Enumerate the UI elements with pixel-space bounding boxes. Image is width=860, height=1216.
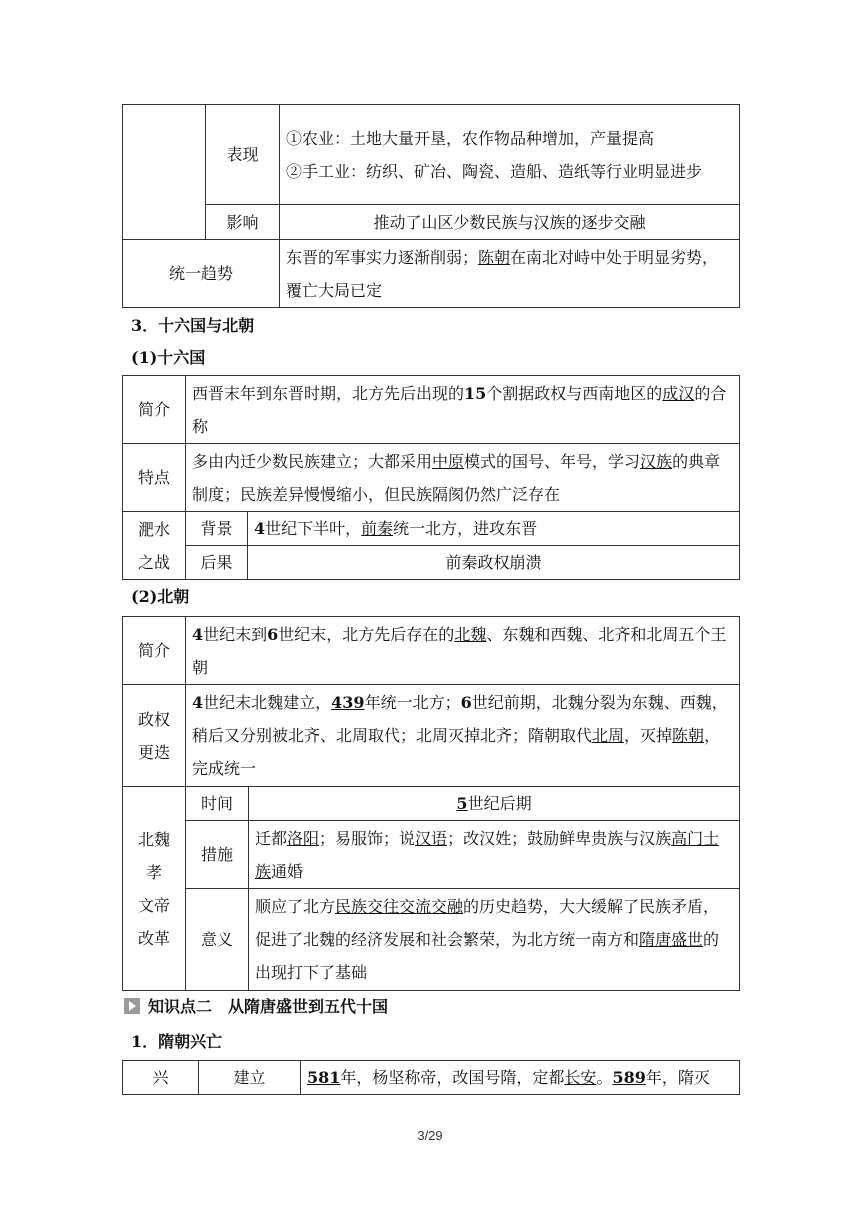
text: 。 — [596, 1068, 613, 1087]
label-jianjie: 简介 — [123, 617, 186, 685]
underline-term: 成汉 — [662, 383, 695, 403]
label-yingxiang: 影响 — [206, 205, 280, 240]
label-jianjie: 简介 — [123, 376, 186, 444]
text: 的出现打下了基础 — [255, 930, 720, 982]
text: 多由内迁少数民族建立；大都采用 — [192, 451, 433, 471]
tongyi-content — [280, 240, 740, 308]
text: 世纪下半叶， — [265, 519, 362, 538]
number: 4 — [192, 693, 204, 712]
biaoxian-content — [280, 105, 740, 205]
text: 年，杨坚称帝，改国号隋，定都 — [340, 1068, 565, 1087]
section-heading-sui: 1．隋朝兴亡 — [131, 1032, 223, 1051]
handicraft-text: ②手工业：纺织、矿冶、陶瓷、造船、造纸等行业明显进步 — [286, 161, 703, 181]
underline-term: 洛阳 — [287, 828, 320, 848]
text: ，完成统一 — [192, 726, 721, 778]
text: 模式的国号、年号，学习 — [464, 451, 641, 471]
text: 、东魏和西魏、北齐和北周五个王朝 — [192, 624, 727, 677]
regime-change-content — [186, 685, 740, 787]
knowledge-point-title: 知识点二 从隋唐盛世到五代十国 — [148, 997, 389, 1016]
text: 世纪后期 — [467, 794, 532, 813]
text: 政权 — [137, 709, 170, 729]
text: ；改汉姓；鼓励鲜卑贵族与汉族 — [447, 828, 672, 848]
number: 15 — [464, 383, 487, 403]
section-heading-3: 3．十六国与北朝 — [131, 316, 255, 335]
underline-term: 中原 — [432, 451, 465, 471]
label-regime-change — [123, 685, 186, 787]
label-cuoshi: 措施 — [186, 821, 249, 889]
text: 世纪末，北方先后存在的 — [278, 624, 455, 644]
underline-number: 439 — [331, 693, 365, 712]
text: 更迭 — [137, 742, 170, 762]
knowledge-point-heading — [124, 994, 388, 1017]
page-number: 3/29 — [417, 1128, 443, 1143]
underline-term: 长安 — [564, 1068, 597, 1087]
text: 西晋末年到东晋时期，北方先后出现的 — [192, 383, 465, 403]
tongyi-text-b: 在南北对峙中处于明显劣势，覆亡大局已定 — [286, 247, 719, 300]
label-jianli: 建立 — [199, 1061, 301, 1095]
text: 之战 — [137, 552, 170, 572]
text: 世纪末北魏建立， — [203, 693, 332, 712]
jianli-content — [301, 1061, 740, 1095]
label-feishui-battle — [123, 512, 186, 580]
label-xiaowen-reform — [123, 787, 186, 991]
underline-term: 民族交往交流交融 — [335, 897, 464, 916]
underline-term: 北魏 — [454, 624, 487, 644]
underline-term: 隋唐盛世 — [639, 930, 704, 949]
text: 孝 — [145, 862, 162, 882]
underline-number: 5 — [456, 794, 468, 813]
jianjie-content — [186, 617, 740, 685]
text: 的历史趋势，大大缓解了民族矛盾，促进了北魏的经济发展和社会繁荣，为北方统一南方和 — [255, 897, 720, 949]
text: 的合称 — [192, 383, 727, 436]
shijian-content — [249, 787, 740, 821]
number: 4 — [192, 624, 204, 644]
text: 世纪前期，北魏分裂为东魏、西魏，稍后又分别被北齐、北周取代；北周灭掉北齐；隋朝取代 — [192, 693, 728, 745]
play-triangle-icon — [124, 998, 140, 1014]
text: ；易服饰；说 — [319, 828, 416, 848]
houguo-text: 前秦政权崩溃 — [248, 546, 740, 580]
label-tongyi: 统一趋势 — [123, 240, 280, 308]
text: 迁都 — [255, 828, 288, 848]
text: 顺应了北方 — [255, 897, 336, 916]
number: 6 — [267, 624, 279, 644]
jianjie-content — [186, 376, 740, 444]
text: 的典章制度；民族差异慢慢缩小，但民族隔阂仍然广泛存在 — [192, 451, 721, 504]
label-beijing: 背景 — [186, 512, 248, 546]
text: 北魏 — [137, 829, 170, 849]
label-tedian: 特点 — [123, 444, 186, 512]
empty-cell — [123, 105, 206, 240]
text: ，灭掉 — [624, 726, 673, 745]
text: 淝水 — [137, 519, 170, 539]
label-xing: 兴 — [123, 1061, 199, 1095]
sui-dynasty-table — [122, 1060, 740, 1095]
text: 年，隋灭 — [645, 1068, 710, 1087]
yingxiang-text: 推动了山区少数民族与汉族的逐步交融 — [280, 205, 740, 240]
text: 世纪末到 — [203, 624, 268, 644]
text: 通婚 — [271, 861, 304, 881]
label-shijian: 时间 — [186, 787, 249, 821]
cuoshi-content — [249, 821, 740, 889]
underline-term: 汉族 — [640, 451, 673, 471]
label-houguo: 后果 — [186, 546, 248, 580]
text: 改革 — [137, 928, 170, 948]
label-biaoxian: 表现 — [206, 105, 280, 205]
economy-table — [122, 104, 740, 308]
tongyi-underline: 陈朝 — [478, 247, 511, 267]
underline-term: 前秦 — [361, 519, 394, 538]
subheading-16-kingdoms: (1)十六国 — [131, 348, 206, 367]
underline-term: 北周 — [592, 726, 625, 745]
subheading-northern-dynasties: (2)北朝 — [131, 587, 190, 606]
underline-term: 陈朝 — [672, 726, 705, 745]
text: 文帝 — [137, 895, 170, 915]
tongyi-text-a: 东晋的军事实力逐渐削弱； — [286, 247, 479, 267]
underline-number: 581 — [307, 1068, 341, 1087]
underline-number: 589 — [612, 1068, 646, 1087]
number: 6 — [460, 693, 472, 712]
text: 统一北方，进攻东晋 — [393, 519, 538, 538]
tedian-content — [186, 444, 740, 512]
beijing-content — [248, 512, 740, 546]
yiyi-content — [249, 889, 740, 991]
text: 个割据政权与西南地区的 — [486, 383, 663, 403]
text: 年统一北方； — [364, 693, 461, 712]
number: 4 — [254, 519, 266, 538]
agriculture-text: ①农业：土地大量开垦，农作物品种增加，产量提高 — [286, 128, 655, 148]
underline-term: 高门士族 — [255, 828, 720, 881]
northern-dynasties-table — [122, 616, 740, 991]
underline-term: 汉语 — [415, 828, 448, 848]
label-yiyi: 意义 — [186, 889, 249, 991]
sixteen-kingdoms-table — [122, 375, 740, 580]
